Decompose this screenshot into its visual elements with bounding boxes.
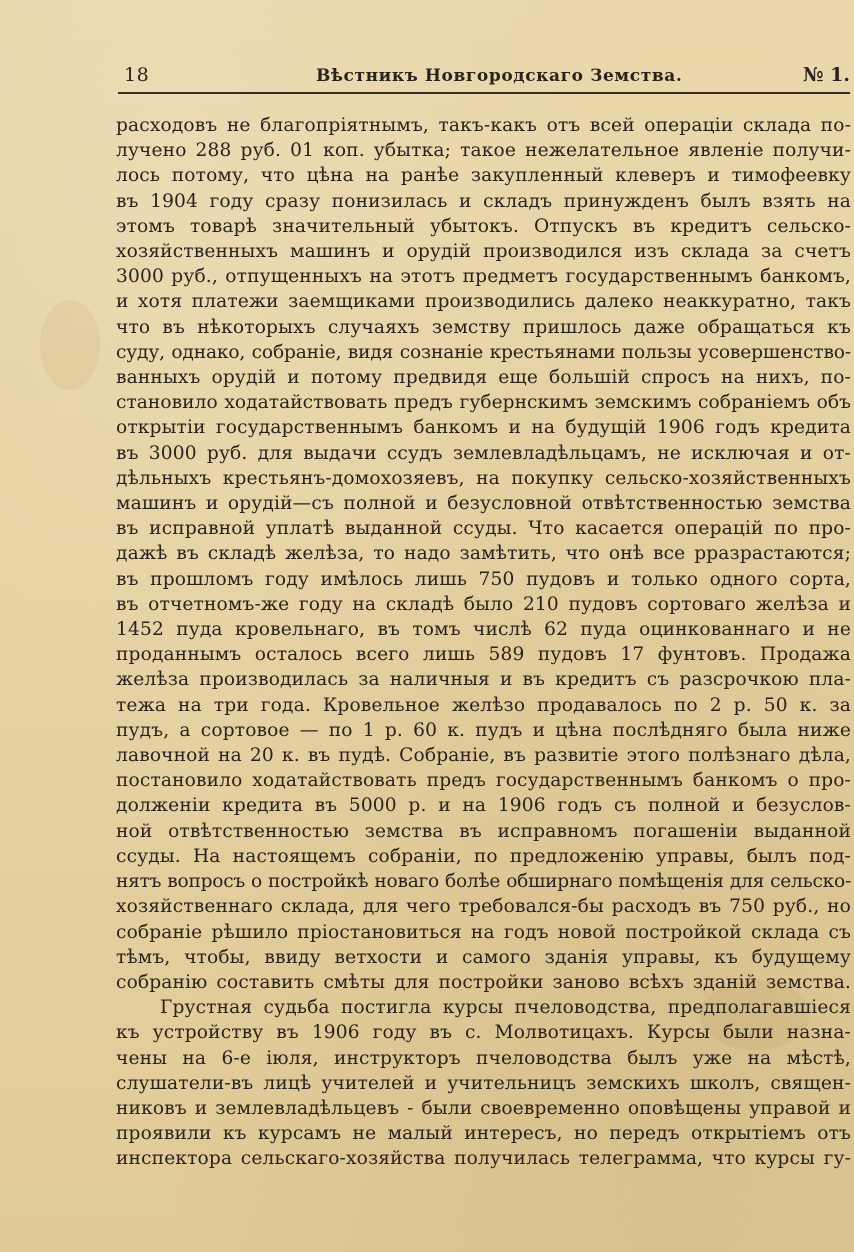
- text-line: этомъ товарѣ значительный убытокъ. Отпускъ въ кредитъ сельско-: [116, 215, 851, 237]
- text-line: въ исправной уплатѣ выданной ссуды. Что касается операцій по про-: [116, 518, 851, 540]
- text-line: хозяйственныхъ машинъ и орудій производился изъ склада за счетъ: [116, 241, 851, 263]
- journal-title: Вѣстникъ Новгородскаго Земства.: [316, 66, 683, 86]
- text-line: дѣльныхъ крестьянъ-домохозяевъ, на покупку сельско-хозяйственныхъ: [116, 467, 851, 489]
- text-line: слушатели-въ лицѣ учителей и учительницъ земскихъ школъ, священ-: [116, 1072, 851, 1094]
- text-line: расходовъ не благопріятнымъ, такъ-какъ отъ всей операціи склада по-: [116, 115, 851, 136]
- text-line: дажѣ въ складѣ желѣза, то надо замѣтить, что онѣ все рразрастаются;: [116, 543, 851, 565]
- text-line: въ 3000 руб. для выдачи ссудъ землевладѣльцамъ, не исключая и от-: [116, 442, 851, 464]
- text-line: собраніе рѣшило пріостановиться на годъ новой постройкой склада съ: [116, 921, 851, 943]
- paper-stain: [40, 300, 100, 390]
- text-line: ной отвѣтственностью земства въ исправномъ погашеніи выданной: [116, 820, 851, 842]
- text-line: ссуды. На настоящемъ собраніи, по предложенію управы, былъ под-: [116, 845, 851, 867]
- text-line: тежа на три года. Кровельное желѣзо продавалось по 2 р. 50 к. за: [116, 694, 851, 716]
- text-line: долженіи кредита въ 5000 р. и на 1906 годъ съ полной и безуслов-: [116, 795, 851, 817]
- body-text: [116, 113, 851, 1172]
- text-line: машинъ и орудій—съ полной и безусловной отвѣтственностью земства: [116, 493, 851, 515]
- text-line: лось потому, что цѣна на ранѣе закупленный клеверъ и тимофеевку: [116, 165, 851, 187]
- text-line: что въ нѣкоторыхъ случаяхъ земству пришлось даже обращаться къ: [116, 316, 851, 338]
- text-line: въ отчетномъ-же году на складѣ было 210 пудовъ сортоваго желѣза и: [116, 593, 851, 615]
- text-line: пудъ, а сортовое — по 1 р. 60 к. пудъ и цѣна послѣдняго была ниже: [116, 719, 851, 741]
- text-line: въ 1904 году сразу понизилась и складъ принужденъ былъ взять на: [116, 190, 851, 212]
- text-line: проявили къ курсамъ не малый интересъ, но передъ открытіемъ отъ: [116, 1123, 851, 1145]
- text-line: хозяйственнаго склада, для чего требовался-бы расходъ въ 750 руб., но: [116, 896, 851, 918]
- issue-number: № 1.: [802, 64, 850, 86]
- text-line: собранію составить смѣты для постройки заново всѣхъ зданій земства.: [116, 971, 851, 993]
- text-line: нятъ вопросъ о постройкѣ новаго болѣе обширнаго помѣщенія для сельско-: [116, 871, 851, 893]
- text-line: становило ходатайствовать предъ губернскимъ земскимъ собраніемъ объ: [116, 392, 851, 414]
- text-line: постановило ходатайствовать предъ государственнымъ банкомъ о про-: [116, 770, 851, 792]
- text-line: проданнымъ осталось всего лишь 589 пудовъ 17 фунтовъ. Продажа: [116, 644, 851, 666]
- text-line: Грустная судьба постигла курсы пчеловодства, предполагавшіеся: [160, 997, 851, 1019]
- text-line: и хотя платежи заемщиками производились далеко неаккуратно, такъ: [116, 291, 851, 313]
- text-line: къ устройству въ 1906 году въ с. Молвотицахъ. Курсы были назна-: [116, 1022, 851, 1044]
- text-line: суду, однако, собраніе, видя сознаніе крестьянами пользы усовершенство-: [116, 341, 851, 363]
- text-line: инспектора сельскаго-хозяйства получилась телеграмма, что курсы гу-: [116, 1148, 851, 1170]
- text-line: ванныхъ орудій и потому предвидя еще большій спросъ на нихъ, по-: [116, 367, 851, 389]
- page-number: 18: [124, 64, 150, 86]
- text-line: 3000 руб., отпущенныхъ на этотъ предметъ государственнымъ банкомъ,: [116, 266, 851, 288]
- text-line: въ прошломъ году имѣлось лишь 750 пудовъ и только одного сорта,: [116, 568, 851, 590]
- text-line: тѣмъ, чтобы, ввиду ветхости и самого зданія управы, къ будущему: [116, 946, 851, 968]
- text-line: желѣза производилась за наличныя и въ кредитъ съ разсрочкою пла-: [116, 669, 851, 691]
- text-line: лавочной на 20 к. въ пудѣ. Собраніе, въ развитіе этого полѣзнаго дѣла,: [116, 745, 851, 767]
- text-line: чены на 6-е іюля, инструкторъ пчеловодства былъ уже на мѣстѣ,: [116, 1047, 851, 1069]
- text-line: открытіи государственнымъ банкомъ и на будущій 1906 годъ кредита: [116, 417, 851, 439]
- header-rule: [118, 92, 850, 94]
- running-header: [118, 58, 850, 94]
- text-line: 1452 пуда кровельнаго, въ томъ числѣ 62 пуда оцинкованнаго и не: [116, 619, 851, 641]
- text-line: лучено 288 руб. 01 коп. убытка; такое нежелательное явленіе получи-: [116, 140, 851, 162]
- text-line: никовъ и землевладѣльцевъ - были своевременно оповѣщены управой и: [116, 1097, 851, 1119]
